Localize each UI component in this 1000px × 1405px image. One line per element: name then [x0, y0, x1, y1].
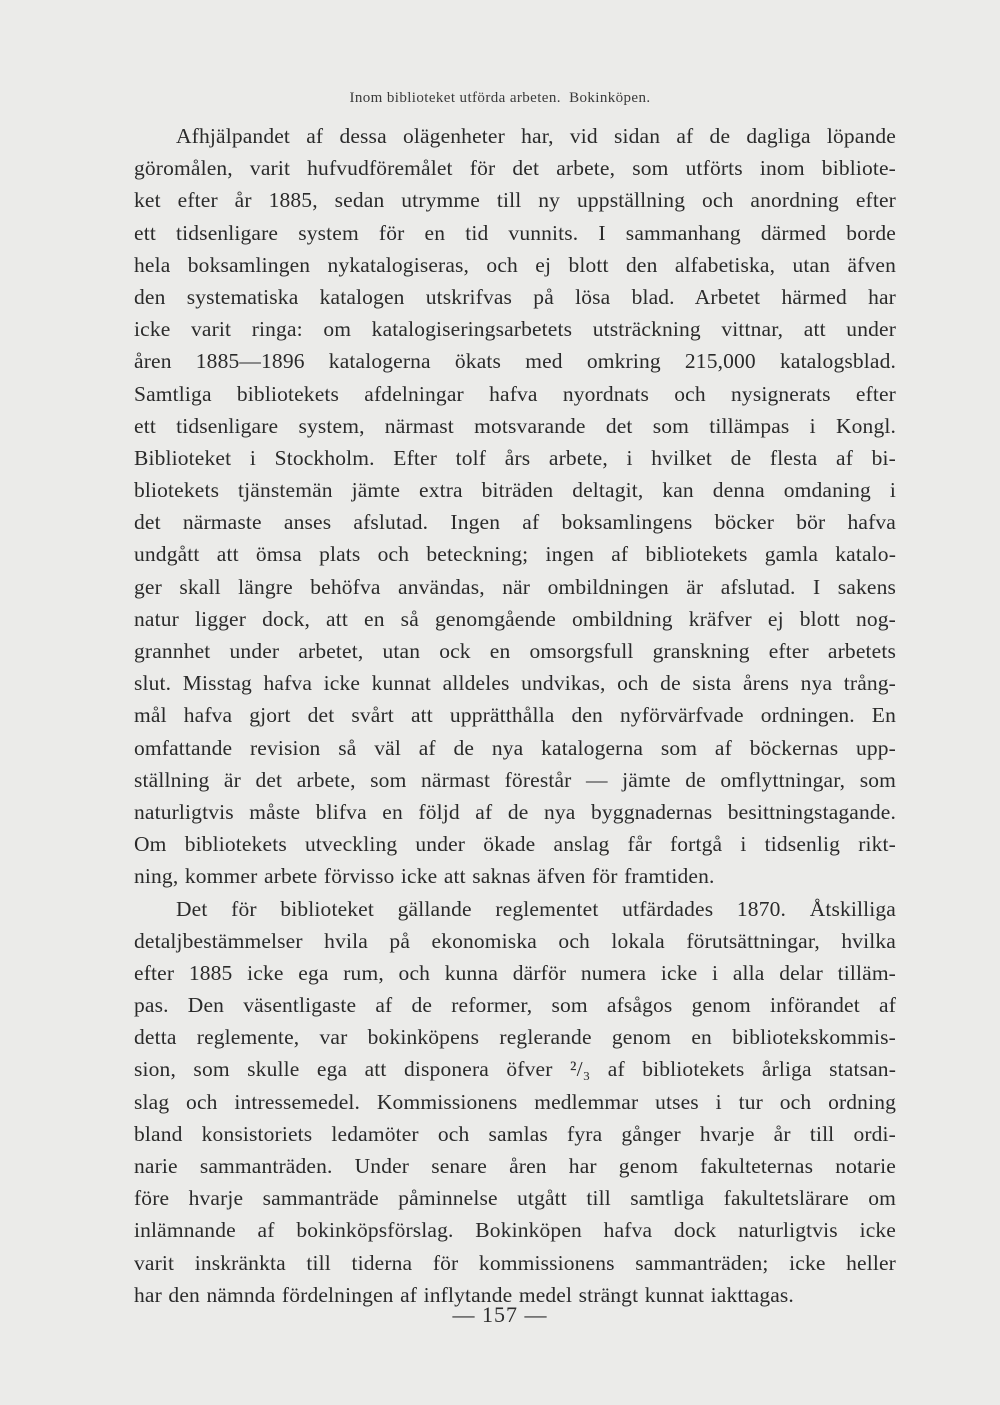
text-line: ger skall längre behöfva användas, när ombildningen är afslutad. I sakens [134, 574, 896, 599]
paragraph [134, 120, 896, 893]
text-line: mål hafva gjort det svårt att upprätthålla den nyförvärfvade ordningen. En [134, 703, 896, 728]
text-line: inlämnande af bokinköpsförslag. Bokinköpen hafva dock naturligtvis icke [134, 1218, 896, 1243]
running-header-section: Inom biblioteket utförda arbeten. [349, 90, 561, 106]
text-line: ett tidsenligare system, närmast motsvarande det som tillämpas i Kongl. [134, 413, 896, 438]
text-line: narie sammanträden. Under senare åren har genom fakulteternas notarie [134, 1154, 896, 1178]
text-line: ning, kommer arbete förvisso icke att saknas äfven för framtiden. [134, 864, 715, 889]
text-line: Afhjälpandet af dessa olägenheter har, vid sidan af de dagliga löpande [176, 124, 896, 148]
text-line: ket efter år 1885, sedan utrymme till ny uppställning och anordning efter [134, 188, 896, 213]
text-line: slut. Misstag hafva icke kunnat alldeles undvikas, och de sista årens nya trång- [134, 671, 896, 696]
text-line: det närmaste anses afslutad. Ingen af boksamlingens böcker bör hafva [134, 510, 896, 535]
text-line: naturligtvis måste blifva en följd af de nya byggnadernas besittningstagande. [134, 799, 896, 824]
running-header [0, 90, 1000, 107]
text-line: detaljbestämmelser hvila på ekonomiska och lokala förutsättningar, hvilka [134, 928, 896, 953]
text-line: Om bibliotekets utveckling under ökade anslag får fortgå i tidsenlig rikt- [134, 832, 896, 857]
text-line: grannhet under arbetet, utan ock en omsorgsfull granskning efter arbetets [134, 639, 896, 663]
text-line: Det för biblioteket gällande reglementet utfärdades 1870. Åtskilliga [176, 896, 896, 921]
text-line: bliotekets tjänstemän jämte extra biträden deltagit, kan denna omdaning i [134, 478, 896, 503]
text-line: före hvarje sammanträde påminnelse utgått till samtliga fakultetslärare om [134, 1186, 896, 1211]
text-line: hela boksamlingen nykatalogiseras, och ej blott den alfabetiska, utan äfven [134, 252, 896, 277]
text-line: natur ligger dock, att en så genomgående ombildning kräfver ej blott nog- [134, 606, 896, 631]
text-line: ett tidsenligare system för en tid vunnits. I sammanhang därmed borde [134, 220, 896, 245]
text-line: Samtliga bibliotekets afdelningar hafva nyordnats och nysignerats efter [134, 381, 896, 406]
text-line: Biblioteket i Stockholm. Efter tolf års arbete, i hvilket de flesta af bi- [134, 445, 896, 470]
page-number: — 157 — [452, 1302, 548, 1327]
text-line: göromålen, varit hufvudföremålet för det arbete, som utförts inom bibliote- [134, 156, 896, 181]
text-line: bland konsistoriets ledamöter och samlas fyra gånger hvarje år till ordi- [134, 1121, 896, 1146]
text-line: åren 1885—1896 katalogerna ökats med omkring 215,000 katalogsblad. [134, 349, 896, 374]
text-line: undgått att ömsa plats och beteckning; ingen af bibliotekets gamla katalo- [134, 542, 896, 567]
text-line: den systematiska katalogen utskrifvas på lösa blad. Arbetet härmed har [134, 284, 896, 309]
paragraph [134, 893, 896, 1311]
text-line: icke varit ringa: om katalogiseringsarbetets utsträckning vittnar, att under [134, 317, 896, 342]
body-text [134, 120, 896, 1311]
text-line: efter 1885 icke ega rum, och kunna därför numera icke i alla delar tilläm- [134, 960, 896, 985]
text-line: omfattande revision så väl af de nya katalogerna som af böckernas upp- [134, 735, 896, 760]
text-line: sion, som skulle ega att disponera öfver ²/₃ af bibliotekets årliga statsan- [134, 1057, 896, 1082]
text-line: detta reglemente, var bokinköpens reglerande genom en bibliotekskommis- [134, 1025, 896, 1050]
text-line: pas. Den väsentligaste af de reformer, som afsågos genom införandet af [134, 993, 896, 1018]
text-line: varit inskränkta till tiderna för kommissionens sammanträden; icke heller [134, 1250, 896, 1275]
running-header-topic: Bokinköpen. [569, 90, 651, 106]
text-line: ställning är det arbete, som närmast förestår — jämte de omflyttningar, som [134, 767, 896, 792]
text-line: har den nämnda fördelningen af inflytande medel strängt kunnat iakttagas. [134, 1282, 794, 1307]
text-line: slag och intressemedel. Kommissionens medlemmar utses i tur och ordning [134, 1089, 896, 1114]
